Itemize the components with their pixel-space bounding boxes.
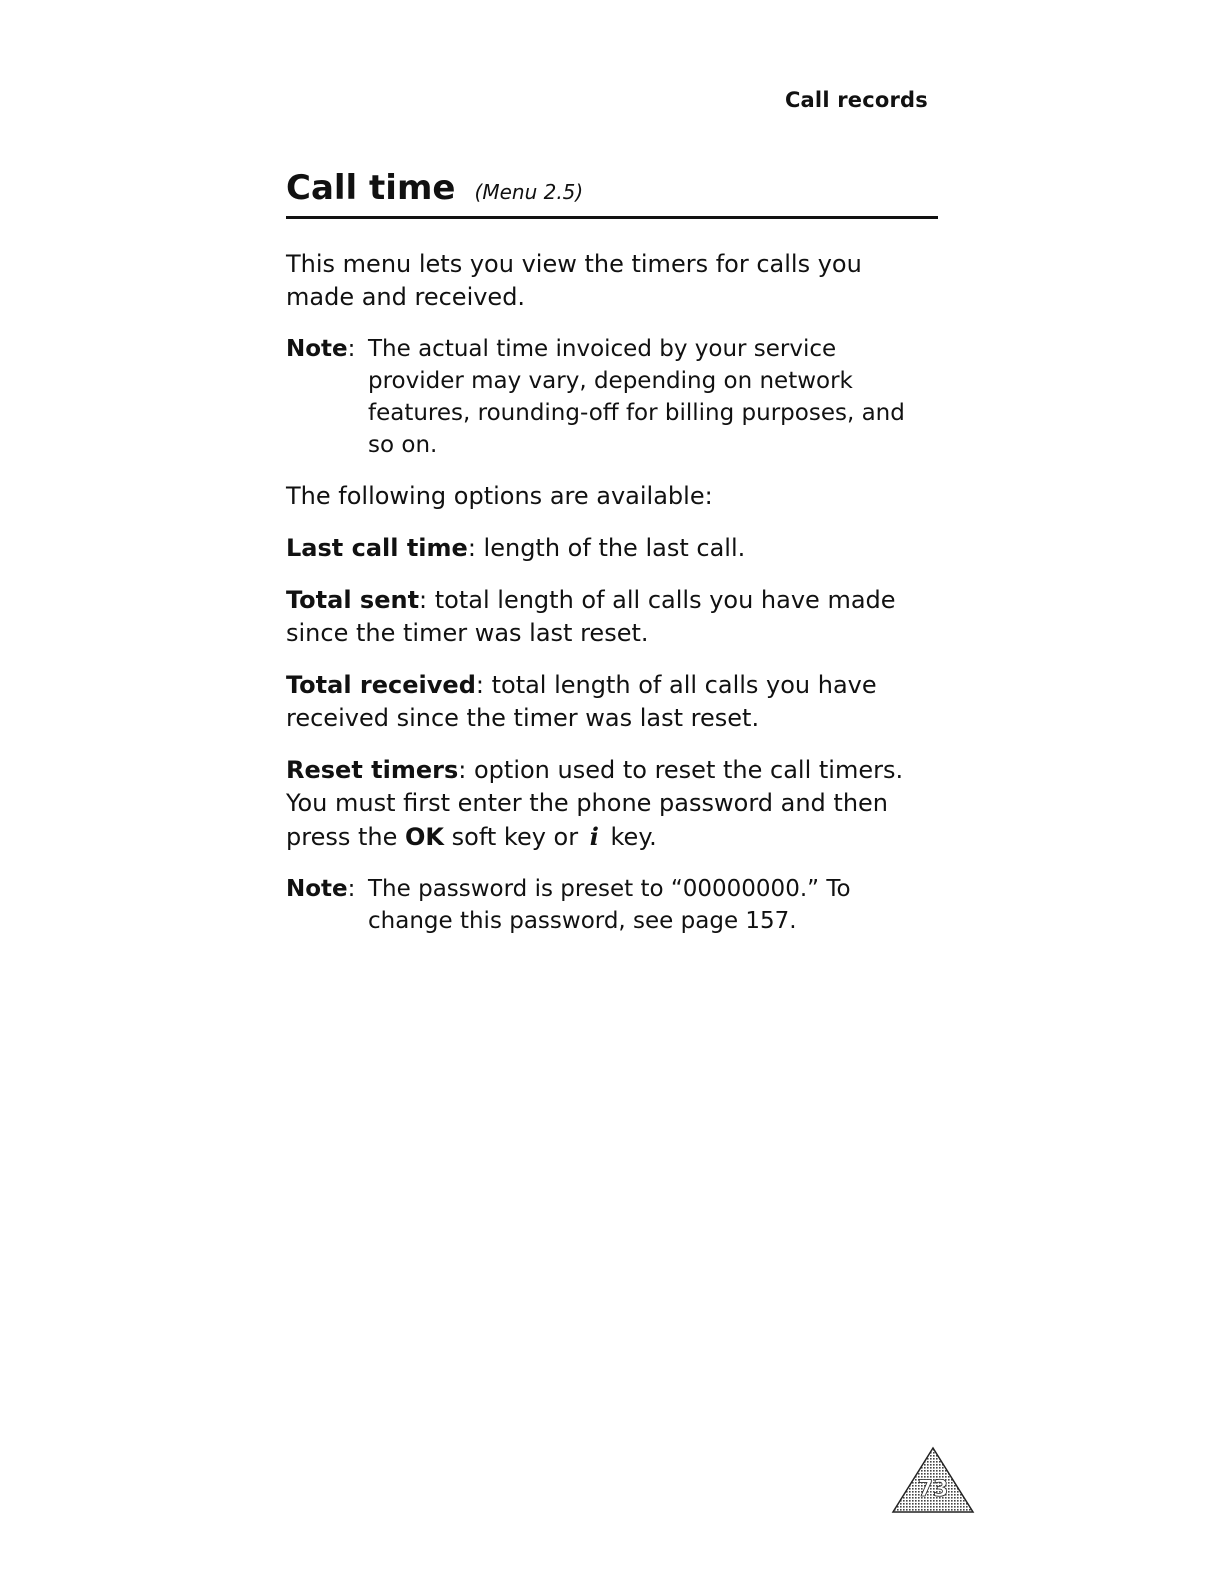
option-desc: option used to reset the call timers. You must first enter the phone password and then press the [286, 756, 904, 851]
option-reset-timers: Reset timers: option used to reset the call timers. You must first enter the phone password and then press the OK soft key or i key. [286, 756, 904, 851]
option-term: Total received [286, 671, 476, 699]
option-last-call-time: Last call time: length of the last call. [286, 534, 746, 562]
option-desc: total length of all calls you have received since the timer was last reset. [286, 671, 877, 732]
note-block [286, 873, 936, 937]
option-desc-middle: soft key or [451, 823, 579, 851]
i-key-icon: i [589, 822, 599, 851]
option-desc: length of the last call. [483, 534, 746, 562]
note-label: Note: [286, 336, 356, 362]
intro-paragraph: This menu lets you view the timers for calls you made and received. [286, 250, 862, 311]
option-term: Reset timers [286, 756, 459, 784]
title-menu-ref: (Menu 2.5) [474, 180, 584, 204]
note-text: The password is preset to “00000000.” To change this password, see page 157. [368, 876, 851, 934]
ok-key-label: OK [405, 823, 445, 851]
running-header: Call records [784, 88, 928, 112]
options-intro: The following options are available: [286, 482, 713, 510]
page-number: 73 [917, 1477, 949, 1502]
title-main: Call time [286, 168, 456, 208]
option-term: Last call time [286, 534, 468, 562]
option-total-received: Total received: total length of all calls you have received since the timer was last reset. [286, 671, 877, 732]
option-desc: total length of all calls you have made since the timer was last reset. [286, 586, 896, 647]
option-term: Total sent [286, 586, 420, 614]
page-number-badge [891, 1446, 975, 1514]
option-total-sent: Total sent: total length of all calls you have made since the timer was last reset. [286, 586, 896, 647]
section-title [286, 168, 938, 219]
note-label: Note: [286, 876, 356, 902]
note-block [286, 333, 936, 461]
body-content [286, 248, 936, 956]
option-desc-end: key. [610, 823, 657, 851]
note-text: The actual time invoiced by your service provider may vary, depending on network features, rounding-off for billing purposes, and so on. [368, 336, 905, 458]
